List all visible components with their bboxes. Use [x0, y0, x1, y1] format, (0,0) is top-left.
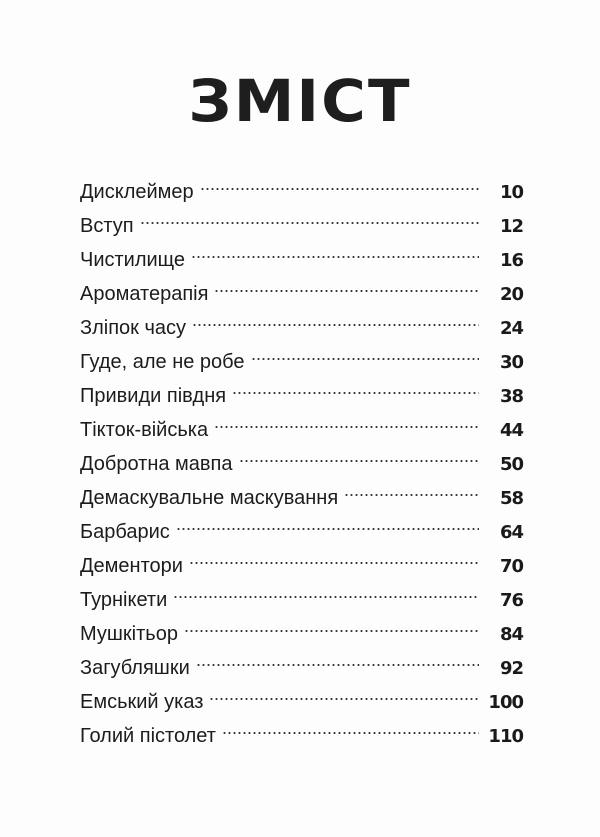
- toc-label: Мушкітьор: [80, 623, 178, 645]
- toc-label: Гуде, але не робе: [80, 351, 245, 373]
- toc-page-number: 110: [488, 726, 523, 747]
- dot-leader: [176, 508, 479, 538]
- toc-row[interactable]: [80, 406, 523, 440]
- toc-row[interactable]: [80, 542, 523, 576]
- dot-leader: [344, 474, 479, 504]
- toc-row[interactable]: [80, 338, 523, 372]
- toc-row[interactable]: [80, 678, 523, 712]
- dot-leader: [196, 644, 479, 674]
- toc-row[interactable]: [80, 270, 523, 304]
- toc-label: Добротна мавпа: [80, 453, 233, 475]
- toc-row[interactable]: [80, 304, 523, 338]
- toc-page-number: 20: [499, 284, 523, 305]
- toc-page-number: 58: [499, 488, 523, 509]
- dot-leader: [192, 304, 479, 334]
- dot-leader: [184, 610, 479, 640]
- toc-page-number: 50: [499, 454, 523, 475]
- dot-leader: [189, 542, 479, 572]
- toc-row[interactable]: [80, 576, 523, 610]
- dot-leader: [222, 712, 479, 742]
- table-of-contents: [80, 168, 523, 746]
- toc-row[interactable]: [80, 168, 523, 202]
- toc-page-number: 64: [499, 522, 523, 543]
- toc-label: Тікток-війська: [80, 419, 209, 441]
- dot-leader: [214, 406, 479, 436]
- toc-row[interactable]: [80, 712, 523, 746]
- toc-page-number: 12: [499, 216, 523, 237]
- toc-page-number: 84: [499, 624, 523, 645]
- toc-page-number: 70: [499, 556, 523, 577]
- toc-label: Дементори: [80, 555, 183, 577]
- toc-page-number: 92: [499, 658, 523, 679]
- toc-row[interactable]: [80, 372, 523, 406]
- toc-label: Турнікети: [80, 589, 168, 611]
- toc-label: Зліпок часу: [80, 317, 186, 339]
- toc-row[interactable]: [80, 202, 523, 236]
- dot-leader: [200, 168, 479, 198]
- toc-page-number: 16: [499, 250, 523, 271]
- toc-page-number: 30: [499, 352, 523, 373]
- dot-leader: [173, 576, 479, 606]
- dot-leader: [191, 236, 479, 266]
- toc-label: Емський указ: [80, 691, 204, 713]
- toc-label: Вступ: [80, 215, 134, 237]
- toc-label: Демаскувальне маскування: [80, 487, 339, 509]
- toc-page-number: 24: [499, 318, 523, 339]
- toc-page-number: 76: [499, 590, 523, 611]
- toc-row[interactable]: [80, 644, 523, 678]
- toc-label: Ароматерапія: [80, 283, 209, 305]
- toc-label: Чистилище: [80, 249, 186, 271]
- toc-label: Привиди півдня: [80, 385, 227, 407]
- toc-page-number: 10: [499, 182, 523, 203]
- page-title: ЗМІСТ: [188, 67, 412, 135]
- toc-label: Барбарис: [80, 521, 170, 543]
- toc-row[interactable]: [80, 440, 523, 474]
- toc-page-number: 100: [488, 692, 523, 713]
- toc-row[interactable]: [80, 508, 523, 542]
- toc-row[interactable]: [80, 236, 523, 270]
- toc-label: Загубляшки: [80, 657, 190, 679]
- dot-leader: [239, 440, 480, 470]
- dot-leader: [232, 372, 479, 402]
- dot-leader: [140, 202, 479, 232]
- toc-label: Голий пістолет: [80, 725, 216, 747]
- toc-label: Дисклеймер: [80, 181, 194, 203]
- toc-page-number: 44: [499, 420, 523, 441]
- dot-leader: [251, 338, 479, 368]
- toc-page-number: 38: [499, 386, 523, 407]
- toc-row[interactable]: [80, 474, 523, 508]
- toc-row[interactable]: [80, 610, 523, 644]
- dot-leader: [209, 678, 479, 708]
- dot-leader: [214, 270, 479, 300]
